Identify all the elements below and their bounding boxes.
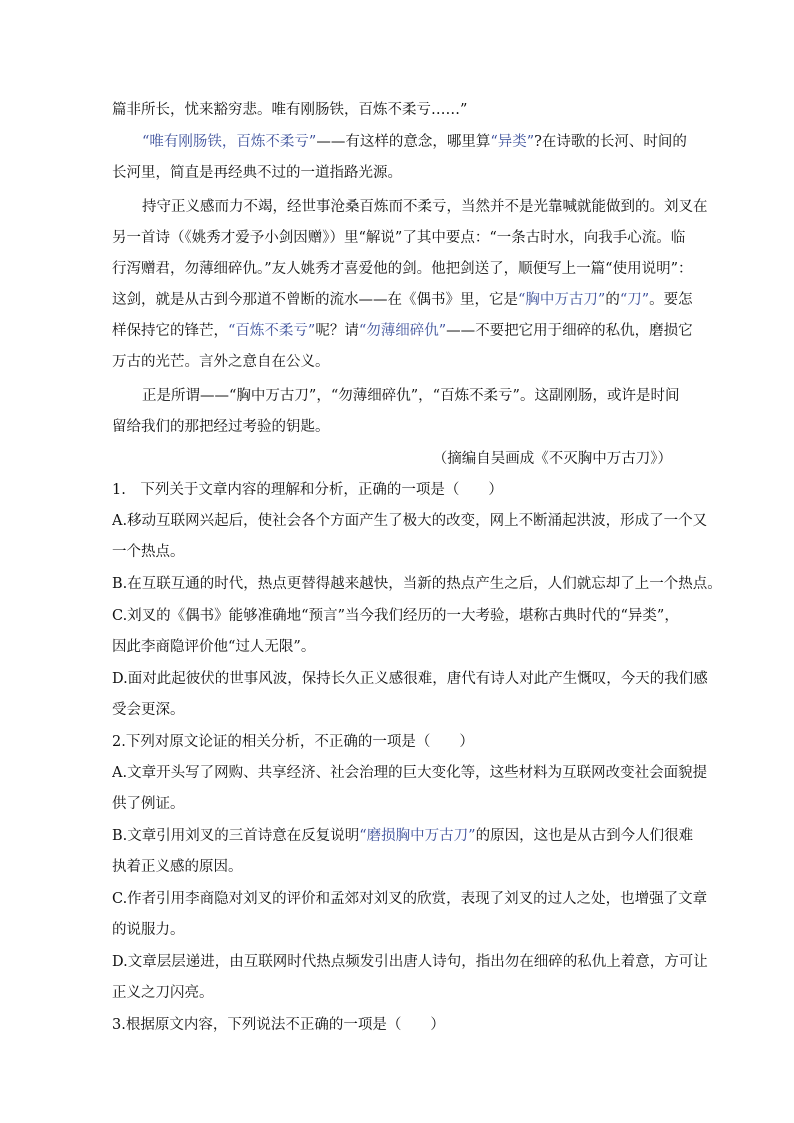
q2-option-a-line2: 供了例证。 <box>112 796 185 812</box>
q2-option-d-line1: D.文章层层递进，由互联网时代热点频发引出唐人诗句，指出勿在细碎的私仇上着意，方可让 <box>112 954 708 970</box>
q2-option-d-line2: 正义之刀闪亮。 <box>112 985 214 1001</box>
question-2-stem: 2.下列对原文论证的相关分析，不正确的一项是（ ） <box>112 734 474 750</box>
text-run: ——不要把它用于细碎的私仇，磨损它 <box>446 323 693 339</box>
highlight-quote: “刀” <box>619 292 650 308</box>
q2-option-b-line1 <box>112 826 693 847</box>
text-run: 。要怎 <box>649 292 693 308</box>
q1-option-a-line2: 一个热点。 <box>112 544 185 560</box>
passage-line-2 <box>112 132 687 153</box>
text-run: ——有这样的意念，哪里算 <box>316 134 491 150</box>
source-citation: （摘编自吴画成《不灭胸中万古刀》） <box>432 451 672 467</box>
passage-line-10: 正是所谓——“胸中万古刀”，“勿薄细碎仇”，“百炼不柔亏”。这副刚肠，或许是时间 <box>142 388 680 404</box>
q2-option-c-line1: C.作者引用李商隐对刘叉的评价和孟郊对刘叉的欣赏，表现了刘叉的过人之处，也增强了文章 <box>112 891 708 907</box>
text-run: 样保持它的锋芒， <box>112 323 228 339</box>
highlight-quote: “异类” <box>490 134 535 150</box>
highlight-quote: “唯有刚肠铁，百炼不柔亏” <box>142 134 317 150</box>
q2-option-a-line1: A.文章开头写了网购、共享经济、社会治理的巨大变化等，这些材料为互联网改变社会面貌提 <box>112 765 708 781</box>
text-run: 呢？请 <box>315 323 359 339</box>
highlight-quote: “胸中万古刀” <box>518 292 606 308</box>
question-1-stem: 1. 下列关于文章内容的理解和分析，正确的一项是（ ） <box>112 482 503 498</box>
text-run: 的 <box>605 292 620 308</box>
q1-option-a-line1: A.移动互联网兴起后，使社会各个方面产生了极大的改变，网上不断涌起洪波，形成了一个又 <box>112 513 708 529</box>
passage-line-6: 行泻赠君，勿薄细碎仇。”友人姚秀才喜爱他的剑。他把剑送了，顺便写上一篇“使用说明”： <box>112 261 693 277</box>
highlight-quote: “百炼不柔亏” <box>228 323 316 339</box>
q1-option-d-line1: D.面对此起彼伏的世事风波，保持长久正义感很难，唐代有诗人对此产生慨叹，今天的我们感 <box>112 671 708 687</box>
text-run: ?在诗歌的长河、时间的 <box>534 134 687 150</box>
text-run: B.文章引用刘叉的三首诗意在反复说明 <box>112 828 360 844</box>
passage-line-5: 另一首诗（《姚秀才爱予小剑因赠》）里“解说”了其中要点：“一条古时水，向我手心流。临 <box>112 230 686 246</box>
passage-line-3: 长河里，简直是再经典不过的一道指路光源。 <box>112 165 402 181</box>
highlight-quote: “磨损胸中万古刀” <box>359 828 476 844</box>
q2-option-c-line2: 的说服力。 <box>112 922 185 938</box>
q1-option-d-line2: 受会更深。 <box>112 702 185 718</box>
passage-line-9: 万古的光芒。言外之意自在公义。 <box>112 354 330 370</box>
passage-line-1: 篇非所长，忧来豁穷悲。唯有刚肠铁，百炼不柔亏……” <box>112 102 468 118</box>
passage-line-4: 持守正义感而力不竭，经世事沧桑百炼而不柔亏，当然并不是光靠喊就能做到的。刘叉在 <box>142 199 708 215</box>
q1-option-c-line2: 因此李商隐评价他“过人无限”。 <box>112 639 316 655</box>
passage-line-11: 留给我们的那把经过考验的钥匙。 <box>112 419 330 435</box>
text-run: 这剑，就是从古到今那道不曾断的流水——在《偶书》里，它是 <box>112 292 518 308</box>
highlight-quote: “勿薄细碎仇” <box>358 323 447 339</box>
q1-option-c-line1: C.刘叉的《偶书》能够准确地“预言”当今我们经历的一大考验，堪称古典时代的“异类”， <box>112 608 679 624</box>
question-3-stem: 3.根据原文内容，下列说法不正确的一项是（ ） <box>112 1017 445 1033</box>
passage-line-8 <box>112 321 693 342</box>
q2-option-b-line2: 执着正义感的原因。 <box>112 859 243 875</box>
q1-option-b: B.在互联互通的时代，热点更替得越来越快，当新的热点产生之后，人们就忘却了上一个热点。 <box>112 576 722 592</box>
text-run: 的原因，这也是从古到今人们很难 <box>475 828 694 844</box>
passage-line-7 <box>112 290 693 311</box>
